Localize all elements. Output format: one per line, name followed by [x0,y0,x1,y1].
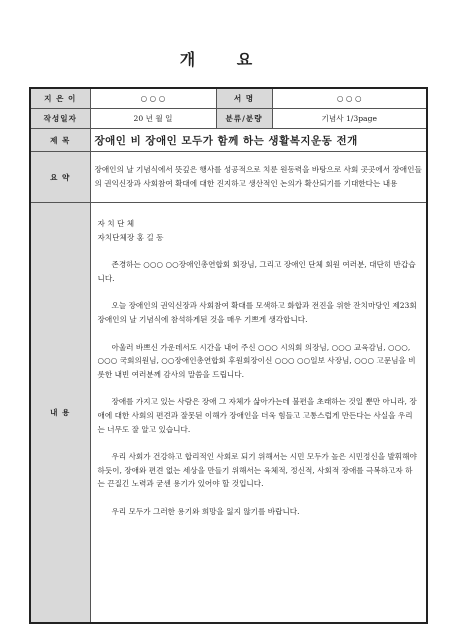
content-paragraph-5: 우리 사회가 건강하고 합리적인 사회로 되기 위해서는 시민 모두가 높은 시민정신을 발휘해야 하듯이, 장애와 편견 없는 세상을 만들기 위해서는 육체적, 정신적, 사회적 장애를 극복하고자 하는 끈질긴 노력과 굳센 용기가 있어야 할 것입니다. [97,452,417,489]
author-value: ○ ○ ○ [90,88,216,109]
content-body [90,203,427,624]
subject-row [30,129,427,152]
date-label: 작성일자 [30,109,90,129]
content-paragraph-6: 우리 모두가 그러한 용기와 희망을 잃지 않기를 바랍니다. [111,506,300,516]
category-label: 분류/분량 [216,109,272,129]
date-row [30,109,427,129]
greeting-org: 자 치 단 체 [97,219,135,228]
summary-form-table [29,87,428,624]
content-paragraph-2: 오늘 장애인의 권익신장과 사회참여 확대를 모색하고 화합과 전진을 위한 잔치마당인 제23회 장애인의 날 기념식에 참석하게된 것을 매우 기쁘게 생각합니다. [97,301,417,324]
content-paragraph-4: 장애를 가지고 있는 사람은 장애 그 자체가 삶아가는데 불편을 초래하는 것일 뿐만 아니라, 장애에 대한 사회의 편견과 잘못된 이해가 장애인을 더욱 힘들고 고통스럽게 만든다는 사실을 우리는 너무도 잘 알고 있습니다. [97,397,417,434]
author-row [30,88,427,109]
summary-value: 장애인의 날 기념식에서 뜻깊은 행사를 성공적으로 치룬 원동력을 바탕으로 사회 곳곳에서 장애인들의 권익신장과 사회참여 확대에 대한 진지하고 생산적인 논의가 확산되기를 기대한다는 내용 [90,152,427,203]
date-value: 20 년 월 일 [90,109,216,129]
content-paragraph-1: 존경하는 ○○○ ○○장애인총연합회 회장님, 그리고 장애인 단체 회원 여러분, 대단히 반갑습니다. [97,260,416,283]
content-label: 내 용 [30,203,90,624]
content-row [30,203,427,624]
category-value: 기념사 1/3page [272,109,427,129]
greeting-speaker: 자치단체장 홍 길 동 [97,232,164,242]
subject-value: 장애인 비 장애인 모두가 함께 하는 생활복지운동 전개 [90,129,427,152]
signature-label: 서 명 [216,88,272,109]
subject-label: 제 목 [30,129,90,152]
document-title: 개 요 [179,50,271,69]
signature-value: ○ ○ ○ [272,88,427,109]
summary-label: 요 약 [30,152,90,203]
content-paragraph-3: 아울러 바쁘신 가운데서도 시간을 내어 주신 ○○○ 시의회 의장님, ○○○ 교육감님, ○○○, ○○○ 국회의원님, ○○장애인총연합회 후원회장이신 ○○○ ○○일보 사장님, ○○○ 고문님을 비롯한 내빈 여러분께 감사의 말씀을 드립니다. [97,342,416,379]
summary-row [30,152,427,203]
author-label: 지 은 이 [30,88,90,109]
